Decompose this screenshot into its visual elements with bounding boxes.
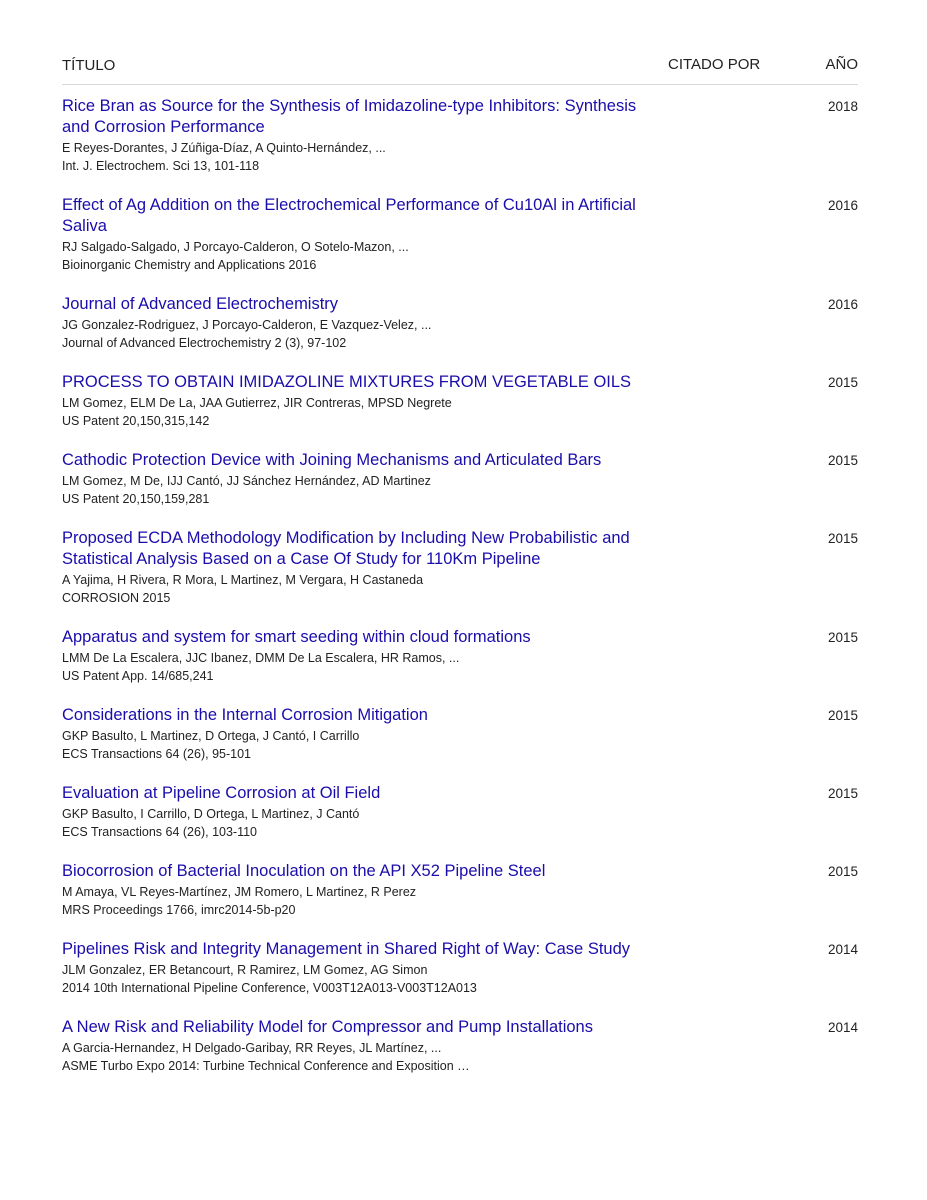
publication-venue: 2014 10th International Pipeline Conference, V003T12A013-V003T12A013 [62, 981, 477, 995]
publication-row [62, 783, 858, 841]
publication-venue: ECS Transactions 64 (26), 103-110 [62, 825, 258, 839]
publication-year: 2014 [827, 1020, 858, 1035]
publication-title-link[interactable]: A New Risk and Reliability Model for Compressor and Pump Installations [62, 1018, 593, 1036]
publication-title-link[interactable]: Proposed ECDA Methodology Modification by Including New Probabilistic and Statistical Analysis Based on a Case Of Study for 110Km Pipeline [62, 529, 630, 568]
publication-row [62, 627, 858, 685]
publication-year: 2015 [827, 708, 858, 723]
publications-page [62, 54, 858, 1075]
publication-venue: Bioinorganic Chemistry and Applications 2016 [62, 258, 317, 272]
table-header [62, 54, 858, 85]
publication-venue: US Patent App. 14/685,241 [62, 669, 214, 683]
publication-venue: MRS Proceedings 1766, imrc2014-5b-p20 [62, 903, 296, 917]
publication-row [62, 294, 858, 352]
publication-row [62, 372, 858, 430]
publication-authors: GKP Basulto, I Carrillo, D Ortega, L Martinez, J Cantó [62, 807, 360, 821]
publication-year: 2016 [827, 297, 858, 312]
publication-title-link[interactable]: Considerations in the Internal Corrosion Mitigation [62, 706, 428, 724]
publication-authors: E Reyes-Dorantes, J Zúñiga-Díaz, A Quinto-Hernández, ... [62, 141, 386, 155]
publication-title-link[interactable]: Evaluation at Pipeline Corrosion at Oil Field [62, 784, 381, 802]
publication-row [62, 96, 858, 175]
column-header-title[interactable]: TÍTULO [62, 57, 116, 74]
publication-venue: US Patent 20,150,315,142 [62, 414, 210, 428]
publication-venue: US Patent 20,150,159,281 [62, 492, 210, 506]
publication-year: 2016 [827, 198, 858, 213]
publication-year: 2015 [827, 531, 858, 546]
publication-year: 2015 [827, 864, 858, 879]
publication-year: 2015 [827, 630, 858, 645]
publication-authors: LMM De La Escalera, JJC Ibanez, DMM De La Escalera, HR Ramos, ... [62, 651, 460, 665]
publication-title-link[interactable]: Rice Bran as Source for the Synthesis of Imidazoline-type Inhibitors: Synthesis and Corrosion Performance [62, 97, 637, 136]
publication-row [62, 528, 858, 607]
publication-authors: JG Gonzalez-Rodriguez, J Porcayo-Calderon, E Vazquez-Velez, ... [62, 318, 432, 332]
publication-venue: Journal of Advanced Electrochemistry 2 (3), 97-102 [62, 336, 347, 350]
publication-venue: Int. J. Electrochem. Sci 13, 101-118 [62, 159, 260, 173]
publication-title-link[interactable]: Effect of Ag Addition on the Electrochemical Performance of Cu10Al in Artificial Saliva [62, 196, 636, 235]
publication-row [62, 1017, 858, 1075]
publication-authors: GKP Basulto, L Martinez, D Ortega, J Cantó, I Carrillo [62, 729, 360, 743]
publication-title-link[interactable]: Pipelines Risk and Integrity Management in Shared Right of Way: Case Study [62, 940, 631, 958]
publication-title-link[interactable]: Biocorrosion of Bacterial Inoculation on the API X52 Pipeline Steel [62, 862, 546, 880]
publication-authors: JLM Gonzalez, ER Betancourt, R Ramirez, LM Gomez, AG Simon [62, 963, 428, 977]
publication-authors: LM Gomez, ELM De La, JAA Gutierrez, JIR Contreras, MPSD Negrete [62, 396, 452, 410]
publication-authors: RJ Salgado-Salgado, J Porcayo-Calderon, O Sotelo-Mazon, ... [62, 240, 409, 254]
publication-row [62, 195, 858, 274]
column-header-cited-by[interactable]: CITADO POR [668, 56, 761, 73]
publication-venue: ECS Transactions 64 (26), 95-101 [62, 747, 251, 761]
publication-row [62, 705, 858, 763]
publication-authors: A Yajima, H Rivera, R Mora, L Martinez, M Vergara, H Castaneda [62, 573, 424, 587]
publication-year: 2014 [827, 942, 858, 957]
publication-title-link[interactable]: PROCESS TO OBTAIN IMIDAZOLINE MIXTURES FROM VEGETABLE OILS [62, 373, 632, 391]
publication-year: 2015 [827, 786, 858, 801]
publication-authors: A Garcia-Hernandez, H Delgado-Garibay, RR Reyes, JL Martínez, ... [62, 1041, 442, 1055]
publication-authors: M Amaya, VL Reyes-Martínez, JM Romero, L Martinez, R Perez [62, 885, 417, 899]
publication-authors: LM Gomez, M De, IJJ Cantó, JJ Sánchez Hernández, AD Martinez [62, 474, 431, 488]
publication-title-link[interactable]: Journal of Advanced Electrochemistry [62, 295, 339, 313]
column-header-year[interactable]: AÑO [825, 56, 858, 73]
publication-venue: ASME Turbo Expo 2014: Turbine Technical Conference and Exposition … [62, 1059, 470, 1073]
publication-year: 2015 [827, 375, 858, 390]
publication-title-link[interactable]: Cathodic Protection Device with Joining Mechanisms and Articulated Bars [62, 451, 602, 469]
publication-year: 2015 [827, 453, 858, 468]
publication-venue: CORROSION 2015 [62, 591, 171, 605]
publication-year: 2018 [827, 99, 858, 114]
publication-row [62, 450, 858, 508]
publication-list [62, 96, 858, 1075]
publication-row [62, 861, 858, 919]
publication-row [62, 939, 858, 997]
publication-title-link[interactable]: Apparatus and system for smart seeding within cloud formations [62, 628, 531, 646]
